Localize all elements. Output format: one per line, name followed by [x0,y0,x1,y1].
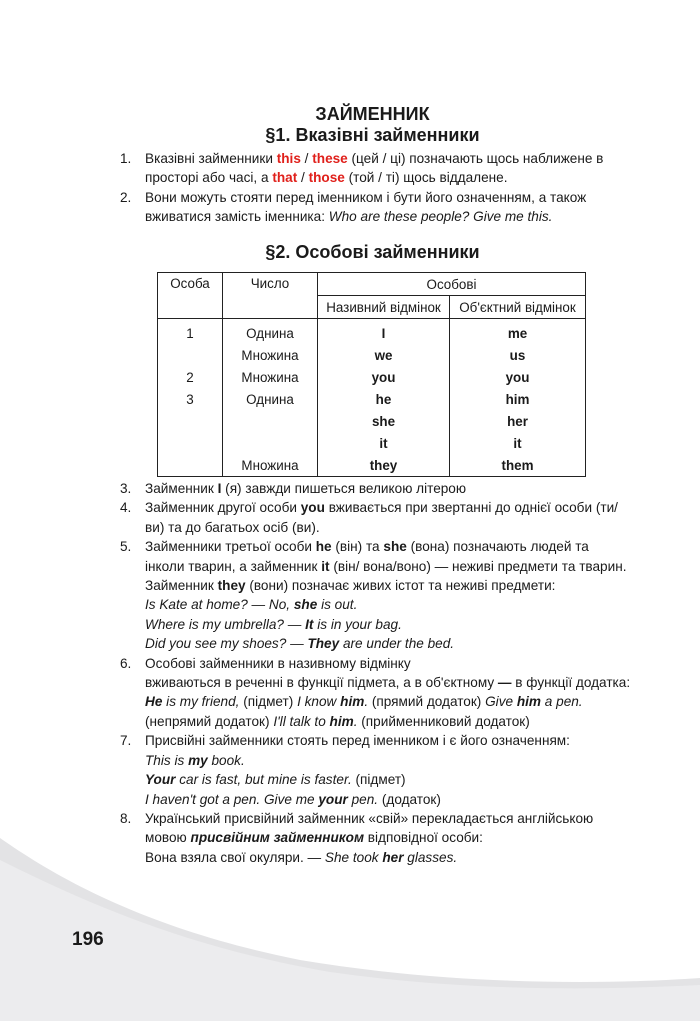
cell-person [158,454,223,477]
text: (він/ вона/воно) — неживі предмети та тварин. [329,558,627,574]
example-text: Is Kate at home? — No, [145,597,294,613]
text: (той / ті) щось віддалене. [344,170,508,186]
list-item [120,537,660,653]
example-bold: It [305,616,314,632]
text: (він) та [331,539,384,555]
table-row [158,388,586,410]
section1-list [120,149,660,227]
text: ви) та до багатьох осіб (ви). [145,519,320,535]
example-text: pen. [347,791,379,807]
text: Вони можуть стояти перед іменником і бути його означенням, а також [145,189,587,205]
text: інколи тварин, а займенник [145,558,322,574]
section1-heading: §1. Вказівні займенники [265,125,480,145]
text: (я) завжди пишеться великою літерою [221,481,467,496]
text: просторі або часі, а [145,170,273,186]
cell-nominative: they [318,454,450,477]
example-text: Who are these people? Give me this. [328,209,553,225]
example-bold: she [293,597,318,613]
cell-person: 3 [158,388,223,410]
example-text: . [364,694,369,710]
cell-nominative: we [318,344,450,366]
cell-nominative: she [318,410,450,432]
table-row [158,410,586,432]
example-text: I haven't got a pen. Give me [145,791,319,807]
cell-number: Однина [223,388,318,410]
example-bold: They [307,636,340,652]
cell-nominative: I [318,319,450,345]
text: (підмет) [351,772,406,788]
example-text: are under the bed. [339,636,455,652]
header-personal: Особові [318,273,586,296]
cell-objective: me [450,319,586,345]
text: (вона) позначають людей та [406,539,589,555]
item-number: 4. [120,500,132,516]
example-text: is my friend, [162,694,240,710]
list-item [120,654,660,732]
list-item [120,498,660,537]
cell-objective: them [450,454,586,477]
keyword-those: those [308,170,345,186]
list-item [120,809,660,867]
example-bold: her [382,849,404,865]
text: (додаток) [378,791,441,807]
list-item [120,731,660,809]
table-row [158,366,586,388]
cell-objective: us [450,344,586,366]
bold-italic-term: присвійним займенником [190,830,365,846]
cell-number [223,410,318,432]
rules-list [120,479,660,867]
bold-dash: — [497,675,512,691]
slash: / [300,151,313,166]
example-text: She took [324,849,383,865]
cell-number: Однина [223,319,318,345]
header-nominative: Називний відмінок [318,296,450,319]
bold-word: it [321,558,330,574]
bold-word: he [315,539,332,555]
example-text: Where is my umbrella? — [145,616,306,632]
text: Займенник другої особи [145,500,301,516]
cell-objective: her [450,410,586,432]
text: Займенник [145,578,218,594]
bold-word: she [383,539,407,555]
text: Український присвійний займенник «свій» перекладається англійською [145,810,594,826]
example-text: This is [145,752,189,768]
text: Вказівні займенники [145,151,277,166]
example-bold: He [145,694,163,710]
header-number: Число [223,273,318,319]
cell-objective: you [450,366,586,388]
page-number: 196 [72,929,104,950]
text: вживається при звертанні до однієї особи (ти/ [324,500,618,516]
example-bold: him [329,713,354,729]
text: вживатися замість іменника: [145,209,329,225]
text: Займенники третьої особи [145,539,316,555]
table-row [158,432,586,454]
example-text: is in your bag. [313,616,402,632]
text: (цей / ці) позначають щось наближене в [347,151,604,166]
cell-number [223,432,318,454]
text: (прийменниковий додаток) [357,713,530,729]
example-text: car is fast, but mine is faster. [175,772,352,788]
table-row [158,344,586,366]
text: Присвійні займенники стоять перед іменником і є його означенням: [145,733,570,749]
text: (вони) позначає живих істот та неживі предмети: [245,578,556,594]
keyword-these: these [312,151,348,166]
item-number: 7. [120,733,132,749]
example-bold: your [318,791,348,807]
section2-heading: §2. Особові займенники [265,242,480,262]
example-text: glasses. [403,849,458,865]
cell-person [158,432,223,454]
bold-word: they [217,578,246,594]
table-row [158,454,586,477]
example-text: I'll talk to [273,713,330,729]
cell-objective: it [450,432,586,454]
cell-nominative: you [318,366,450,388]
text: відповідної особи: [364,830,483,846]
example-text: I know [297,694,341,710]
example-text: a pen. [541,694,583,710]
text: Особові займенники в називному відмінку [145,655,411,671]
list-item [120,188,660,227]
cell-person: 2 [158,366,223,388]
personal-pronouns-table [157,272,586,477]
cell-person [158,410,223,432]
bold-word: I [217,481,222,496]
table-row [158,319,586,345]
item-number: 1. [120,151,132,166]
text: вживаються в реченні в функції підмета, а в об'єктному [145,675,498,691]
cell-number: Множина [223,454,318,477]
item-number: 8. [120,810,132,826]
example-text: Did you see my shoes? — [145,636,308,652]
example-bold: Your [145,772,176,788]
example-text: . [353,713,358,729]
slash: / [297,170,309,186]
example-text: is out. [317,597,358,613]
bold-word: you [300,500,325,516]
example-bold: him [340,694,365,710]
item-number: 2. [120,189,132,205]
keyword-this: this [276,151,301,166]
page-title: ЗАЙМЕННИК [315,104,430,124]
example-bold: my [188,752,208,768]
text: (підмет) [239,694,298,710]
item-number: 6. [120,655,132,671]
example-bold: him [516,694,542,710]
cell-number: Множина [223,366,318,388]
cell-objective: him [450,388,586,410]
cell-person: 1 [158,319,223,345]
header-person: Особа [158,273,223,319]
cell-number: Множина [223,344,318,366]
text: (прямий додаток) [368,694,486,710]
list-item [120,479,660,498]
example-text: book. [207,752,245,768]
cell-person [158,344,223,366]
keyword-that: that [272,170,298,186]
text: Займенник [145,481,218,496]
item-number: 5. [120,539,132,555]
table-header-row [158,273,586,296]
text: Вона взяла свої окуляри. — [145,849,325,865]
text: мовою [145,830,191,846]
text: в функції додатка: [511,675,631,691]
header-objective: Об'єктний відмінок [450,296,586,319]
cell-nominative: he [318,388,450,410]
item-number: 3. [120,481,132,496]
gray-swoosh-light [0,860,700,1021]
cell-nominative: it [318,432,450,454]
example-text: Give [485,694,517,710]
text: (непрямий додаток) [145,713,274,729]
list-item [120,149,660,188]
